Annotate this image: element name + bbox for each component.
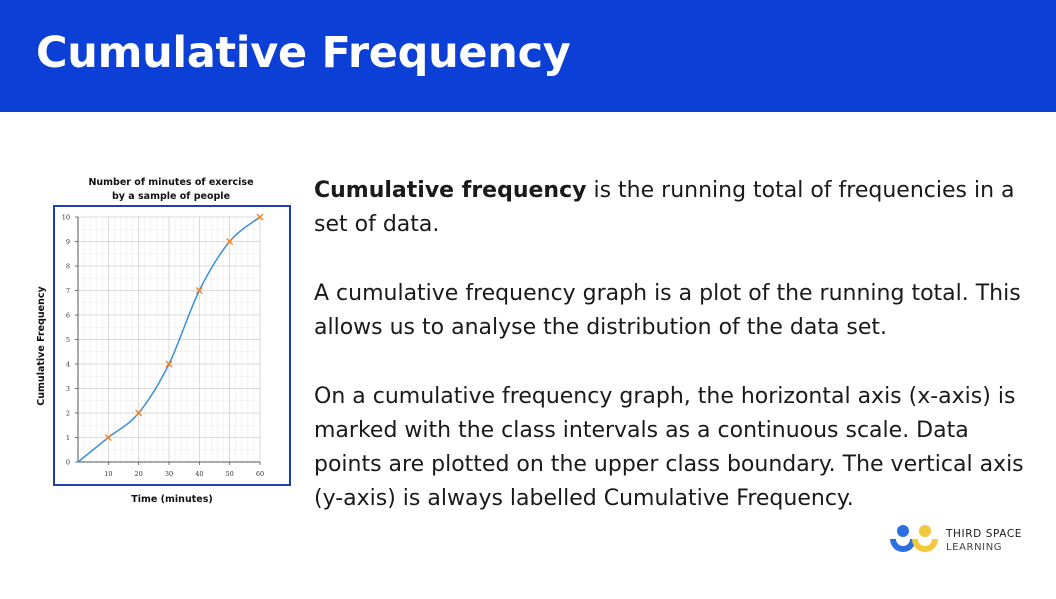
logo-line-1: THIRD SPACE (946, 528, 1023, 540)
y-axis-label: Cumulative Frequency (36, 286, 47, 406)
title-banner (0, 0, 1056, 112)
definition-text: is the running total of frequencies in a set of data. (314, 178, 1015, 237)
definition-paragraph (314, 174, 1024, 242)
logo-mark-icon (888, 523, 942, 559)
x-axis-label: Time (minutes) (131, 494, 213, 505)
y-tick-label: 6 (65, 311, 70, 320)
chart-title-line-2: by a sample of people (111, 191, 231, 202)
y-tick-label: 7 (65, 287, 70, 295)
chart-grid (78, 217, 260, 462)
x-tick-label: 30 (164, 470, 174, 478)
y-tick-label: 2 (65, 409, 70, 418)
chart-svg (30, 172, 300, 512)
chart-title-line-1: Number of minutes of exercise (88, 177, 254, 188)
chart-frame (54, 206, 290, 485)
logo-line-2: LEARNING (946, 542, 1003, 553)
logo-text (946, 528, 1022, 554)
graph-description-paragraph: A cumulative frequency graph is a plot of the running total. This allows us to analyse the distribution of the data set. (314, 281, 1021, 340)
x-tick-label: 50 (225, 470, 234, 478)
y-tick-label: 1 (65, 434, 70, 442)
explanation-text (314, 174, 1024, 551)
term-bold: Cumulative frequency (314, 178, 587, 203)
x-tick-label: 10 (104, 470, 113, 478)
y-tick-label: 0 (65, 458, 70, 467)
x-tick-label: 20 (134, 470, 143, 478)
axis-description-paragraph: On a cumulative frequency graph, the horizontal axis (x-axis) is marked with the class intervals as a continuous scale. Data points are plotted on the upper class boundary. The vertical axis (y-axis) is always labelled Cumulative Frequency. (314, 384, 1024, 511)
y-tick-label: 10 (61, 213, 70, 222)
cumulative-frequency-chart (30, 172, 300, 512)
third-space-learning-logo (888, 523, 1028, 559)
y-tick-label: 5 (65, 336, 70, 344)
y-tick-label: 3 (65, 385, 70, 393)
y-tick-label: 4 (65, 360, 70, 369)
page-title: Cumulative Frequency (36, 28, 571, 78)
y-tick-label: 9 (65, 238, 70, 246)
y-tick-label: 8 (65, 262, 70, 271)
x-tick-label: 40 (195, 470, 204, 478)
x-tick-label: 60 (255, 470, 265, 478)
